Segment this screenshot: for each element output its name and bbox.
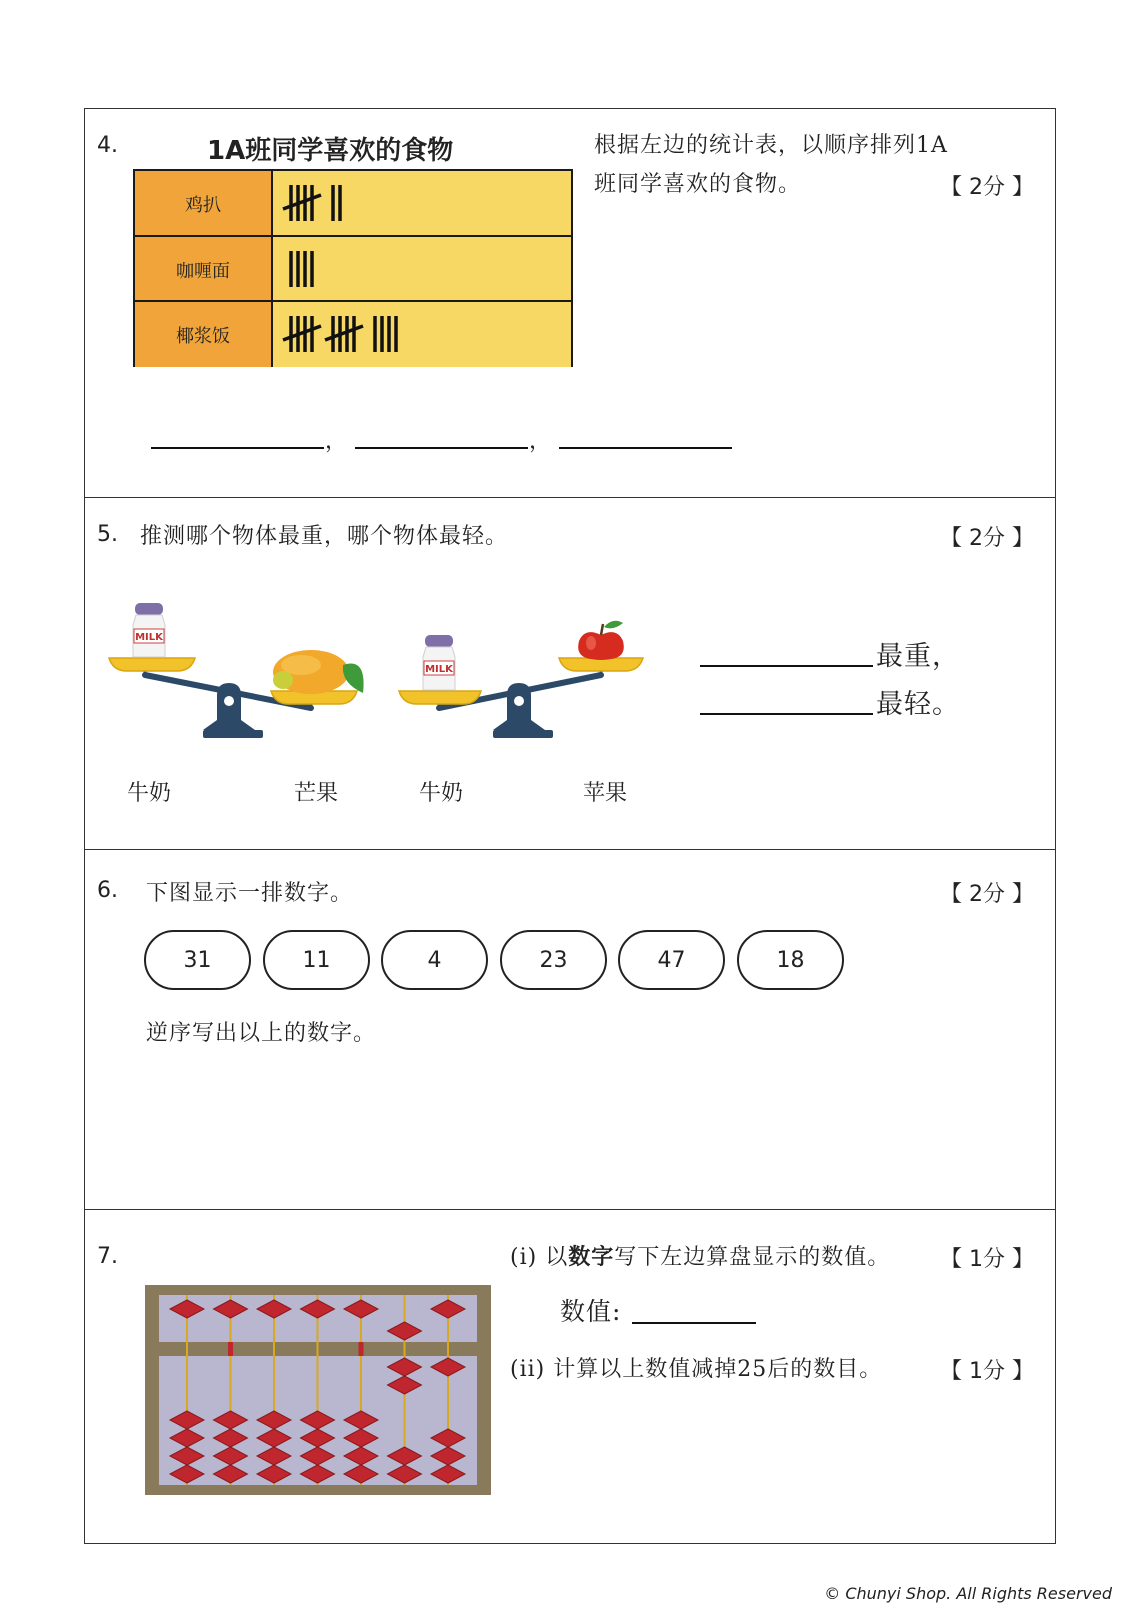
q7-part1-marks: 【 1分 】 [940, 1247, 1034, 1272]
q7-part2-marks: 【 1分 】 [940, 1359, 1034, 1384]
abacus-unit-marker [228, 1342, 233, 1356]
q4-answer-line-1 [151, 447, 324, 449]
answer-separator: ， [529, 429, 553, 454]
section-divider [85, 497, 1055, 498]
tally-cell [273, 237, 571, 302]
scale-base [493, 730, 553, 738]
tally-row-curry-noodles [135, 237, 571, 302]
food-name: 咖喱面 [135, 237, 273, 302]
q6-marks: 【 2分 】 [940, 882, 1034, 907]
scale-pivot [224, 696, 234, 706]
tally-cross-stroke [283, 326, 321, 340]
milk-label: MILK [135, 632, 163, 643]
balance-scale-milk-mango [105, 595, 385, 760]
scale-pan-left [109, 658, 195, 671]
tally-marks [273, 237, 573, 302]
number-oval: 4 [381, 930, 488, 990]
q6-instruction: 逆序写出以上的数字。 [146, 1021, 377, 1046]
number-oval: 47 [618, 930, 725, 990]
milk-bottle-icon [423, 635, 455, 690]
q7-part1-label: (i) [510, 1245, 538, 1270]
question-6-number: 6. [97, 878, 118, 903]
milk-label: MILK [425, 664, 453, 675]
tally-marks [273, 302, 573, 367]
number-oval: 23 [500, 930, 607, 990]
q4-instruction-line1: 根据左边的统计表，以顺序排列1A [594, 133, 948, 158]
tally-table-title: 1A班同学喜欢的食物 [207, 136, 454, 166]
q5-lightest-label: 最轻。 [876, 689, 960, 720]
apple-icon [578, 621, 624, 660]
q4-answer-line-2 [355, 447, 528, 449]
tally-cross-stroke [325, 326, 363, 340]
tally-cell [273, 302, 571, 367]
tally-cross-stroke [283, 195, 321, 209]
number-oval: 31 [144, 930, 251, 990]
question-7-number: 7. [97, 1244, 118, 1269]
q6-question: 下图显示一排数字。 [146, 881, 354, 906]
label-milk: 牛奶 [419, 781, 464, 806]
tally-cell [273, 171, 571, 236]
scale-base [203, 730, 263, 738]
tally-row-nasi-lemak [135, 302, 571, 367]
question-5-number: 5. [97, 522, 118, 547]
number-oval: 18 [737, 930, 844, 990]
q5-answer-line-lightest [700, 713, 873, 715]
label-mango: 芒果 [294, 781, 339, 806]
mango-icon [273, 650, 364, 694]
abacus [145, 1285, 491, 1495]
q4-answer-line-3 [559, 447, 732, 449]
abacus-unit-marker [359, 1342, 364, 1356]
q4-instruction-line2: 班同学喜欢的食物。 [594, 172, 802, 197]
q7-part1-suffix: 写下左边算盘显示的数值。 [614, 1245, 891, 1270]
q7-part1-bold: 数字 [568, 1244, 615, 1270]
q7-part2 [510, 1352, 882, 1383]
tally-marks [273, 171, 573, 236]
q4-marks: 【 2分 】 [940, 175, 1034, 200]
question-4-number: 4. [97, 133, 118, 158]
tally-row-chicken-chop [135, 171, 571, 236]
scale-pan-left [399, 691, 481, 704]
milk-bottle-icon [133, 603, 165, 657]
food-name: 椰浆饭 [135, 302, 273, 367]
q7-part1 [510, 1240, 890, 1271]
answer-separator: ， [325, 429, 349, 454]
q7-part1-prefix: 以 [545, 1245, 569, 1270]
label-milk: 牛奶 [127, 781, 172, 806]
q7-value-label: 数值: [560, 1297, 622, 1326]
q7-value-answer-line [632, 1322, 756, 1324]
label-apple: 苹果 [583, 781, 628, 806]
q5-question: 推测哪个物体最重，哪个物体最轻。 [140, 524, 509, 549]
balance-scale-milk-apple [395, 595, 675, 760]
q7-part2-text: 计算以上数值减掉25后的数目。 [553, 1357, 883, 1382]
number-oval: 11 [263, 930, 370, 990]
copyright-notice: © Chunyi Shop. All Rights Reserved [824, 1584, 1112, 1603]
q5-heaviest-label: 最重， [876, 641, 960, 672]
tally-table [133, 169, 573, 367]
section-divider [85, 1209, 1055, 1210]
section-divider [85, 849, 1055, 850]
food-name: 鸡扒 [135, 171, 273, 236]
q5-answer-line-heaviest [700, 665, 873, 667]
scale-pivot [514, 696, 524, 706]
q5-marks: 【 2分 】 [940, 526, 1034, 551]
q7-part2-label: (ii) [510, 1357, 546, 1382]
